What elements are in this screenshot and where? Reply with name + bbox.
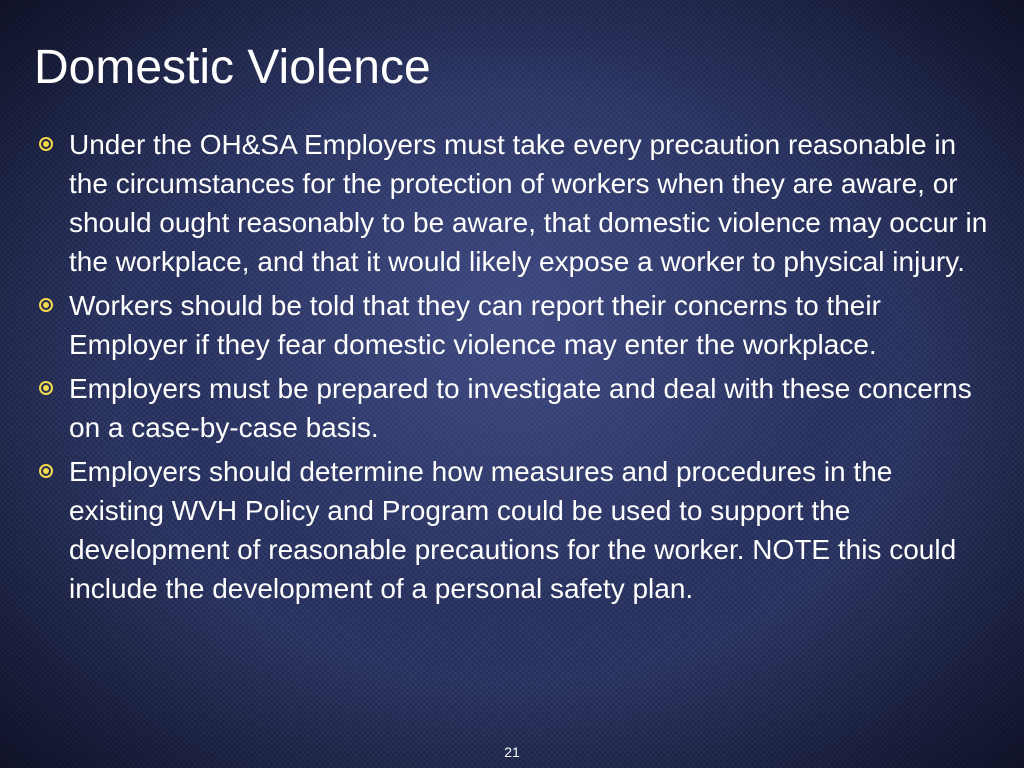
circle-bullet-icon (39, 298, 53, 312)
bullet-list (38, 125, 988, 613)
bullet-item (38, 125, 988, 281)
bullet-text: Employers should determine how measures and procedures in the existing WVH Policy and Program could be used to support the development of reasonable precautions for the worker. NOTE this could include the development of a personal safety plan. (69, 456, 957, 604)
page-number: 21 (504, 744, 520, 760)
bullet-item (38, 452, 988, 608)
circle-bullet-icon (39, 381, 53, 395)
circle-bullet-icon (39, 137, 53, 151)
bullet-item (38, 286, 988, 364)
slide-title: Domestic Violence (34, 41, 431, 94)
bullet-text: Under the OH&SA Employers must take every precaution reasonable in the circumstances for the protection of workers when they are aware, or should ought reasonably to be aware, that domestic violence may occur in the workplace, and that it would likely expose a worker to physical injury. (69, 129, 988, 277)
bullet-text: Employers must be prepared to investigate and deal with these concerns on a case-by-case basis. (69, 373, 972, 443)
circle-bullet-icon (39, 464, 53, 478)
bullet-text: Workers should be told that they can report their concerns to their Employer if they fear domestic violence may enter the workplace. (69, 290, 881, 360)
bullet-item (38, 369, 988, 447)
